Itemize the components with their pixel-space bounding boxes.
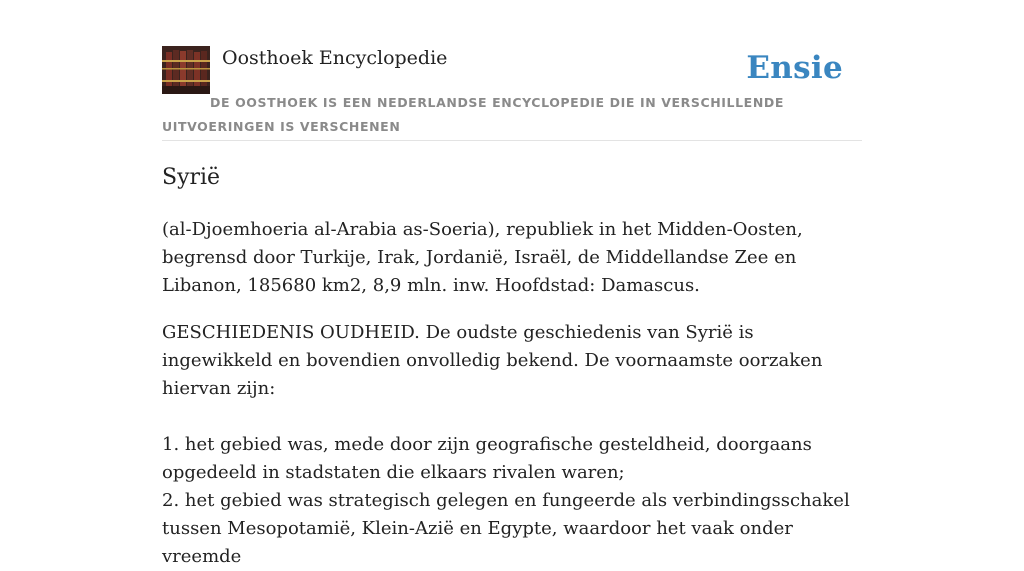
article: [162, 160, 867, 571]
article-title: Syrië: [162, 165, 221, 190]
book-spines-icon: [162, 46, 210, 94]
list-item: 1. het gebied was, mede door zijn geografische gesteldheid, doorgaans opgedeeld in stadstaten die elkaars rivalen waren;: [162, 434, 812, 483]
article-intro: (al-Djoemhoeria al-Arabia as-Soeria), republiek in het Midden-Oosten, begrensd door Turkije, Irak, Jordanië, Israël, de Middellandse Zee en Libanon, 185680 km2, 8,9 mln. inw. Hoofdstad: Damascus.: [162, 219, 803, 296]
brand-logo[interactable]: Ensie: [746, 50, 843, 86]
avatar[interactable]: [162, 46, 210, 94]
list-item: 2. het gebied was strategisch gelegen en fungeerde als verbindingsschakel tussen Mesopotamië, Klein-Azië en Egypte, waardoor het vaak onder vreemde: [162, 490, 850, 567]
article-list: [162, 431, 867, 571]
article-history: GESCHIEDENIS OUDHEID. De oudste geschiedenis van Syrië is ingewikkeld en bovendien onvolledig bekend. De voornaamste oorzaken hiervan zijn:: [162, 322, 823, 399]
site-title[interactable]: Oosthoek Encyclopedie: [222, 47, 448, 69]
site-header: [162, 46, 862, 141]
site-tagline: DE OOSTHOEK IS EEN NEDERLANDSE ENCYCLOPEDIE DIE IN VERSCHILLENDE UITVOERINGEN IS VERSCHENEN: [162, 95, 784, 134]
